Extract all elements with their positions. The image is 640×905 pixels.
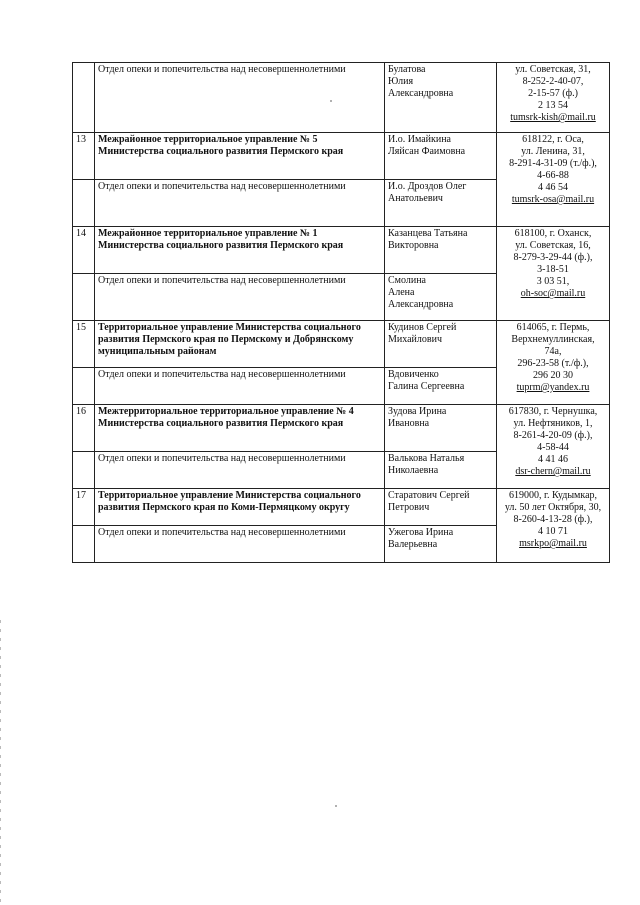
contact-line: 8-252-2-40-07, [522,76,584,87]
contact-line: ул. Ленина, 31, [521,146,585,157]
contact-line: 2 13 54 [538,100,568,111]
row-number [73,368,95,405]
row-number [73,180,95,227]
head-name-line: И.о. Дроздов Олег [388,181,467,192]
contacts-table-body [73,63,610,563]
email-link[interactable]: tuprm@yandex.ru [516,382,590,393]
scan-speck [335,805,337,807]
head-name-cell [385,274,497,321]
head-name-cell [385,489,497,526]
email-link[interactable]: tumsrk-osa@mail.ru [511,194,595,205]
email-link[interactable]: msrkpo@mail.ru [519,538,587,549]
department-name: Отдел опеки и попечительства над несовершеннолетними [95,368,385,405]
head-name-line: Ужегова Ирина [388,527,454,538]
contact-line: 3 03 51, [536,276,570,287]
row-number [73,63,95,133]
head-name-line: Михайлович [388,334,442,345]
contact-cell [497,405,610,489]
contact-line: 4 10 71 [538,526,568,537]
row-number: 14 [73,227,95,274]
department-name: Отдел опеки и попечительства над несовершеннолетними [95,274,385,321]
contact-line: ул. Советская, 31, [515,64,591,75]
email-link[interactable]: oh-soc@mail.ru [520,288,586,299]
head-name-line: Вдовиченко [388,369,439,380]
row-number: 16 [73,405,95,452]
head-name-cell [385,405,497,452]
contact-line: 4 46 54 [538,182,568,193]
department-name: Отдел опеки и попечительства над несовершеннолетними [95,63,385,133]
scan-speck [330,100,332,102]
email-link[interactable]: tumsrk-kish@mail.ru [510,112,596,123]
table-row [73,227,610,274]
head-name-line: Казанцева Татьяна [388,228,468,239]
contact-line: 8-260-4-13-28 (ф.), [513,514,593,525]
contact-line: 8-279-3-29-44 (ф.), [513,252,593,263]
contact-line: 618122, г. Оса, [522,134,584,145]
contact-line: ул. Нефтяников, 1, [513,418,593,429]
head-name-line: Смолина [388,275,426,286]
row-number [73,274,95,321]
head-name-line: Булатова [388,64,426,75]
table-row [73,321,610,368]
row-number [73,526,95,563]
contact-cell [497,321,610,405]
contact-line: ул. 50 лет Октября, 30, [504,502,602,513]
head-name-cell [385,526,497,563]
contact-cell [497,489,610,563]
contact-line: 74а, [544,346,562,357]
department-name: Отдел опеки и попечительства над несовершеннолетними [95,180,385,227]
row-number: 15 [73,321,95,368]
head-name-cell [385,321,497,368]
head-name-cell [385,63,497,133]
head-name-line: Александровна [388,299,454,310]
scan-edge-line [0,620,1,905]
department-name: Отдел опеки и попечительства над несовершеннолетними [95,452,385,489]
organization-name: Территориальное управление Министерства социального развития Пермского края по Коми-Пермяцкому округу [95,489,385,526]
head-name-line: Викторовна [388,240,439,251]
contact-cell [497,133,610,227]
contact-line: 3-18-51 [537,264,569,275]
head-name-line: И.о. Имайкина [388,134,451,145]
head-name-line: Николаевна [388,465,439,476]
head-name-line: Зудова Ирина [388,406,447,417]
head-name-cell [385,227,497,274]
contact-line: 8-261-4-20-09 (ф.), [513,430,593,441]
contact-line: 619000, г. Кудымкар, [508,490,598,501]
head-name-line: Галина Сергеевна [388,381,465,392]
head-name-line: Юлия [388,76,414,87]
contact-line: 4 41 46 [538,454,568,465]
row-number [73,452,95,489]
organization-name: Межтерриториальное территориальное управление № 4 Министерства социального развития Пермского края [95,405,385,452]
head-name-line: Ляйсан Фаимовна [388,146,466,157]
head-name-cell [385,133,497,180]
organization-name: Территориальное управление Министерства социального развития Пермского края по Пермскому и Добрянскому муниципальным районам [95,321,385,368]
contact-line: 8-291-4-31-09 (т./ф.), [509,158,597,169]
row-number: 13 [73,133,95,180]
head-name-line: Валькова Наталья [388,453,465,464]
contact-line: 2-15-57 (ф.) [528,88,578,99]
table-row [73,63,610,133]
contact-line: 296 20 30 [533,370,573,381]
head-name-line: Петрович [388,502,430,513]
head-name-line: Старатович Сергей [388,490,470,501]
table-row [73,133,610,180]
contact-line: 617830, г. Чернушка, [508,406,598,417]
contact-cell [497,227,610,321]
contact-cell [497,63,610,133]
row-number: 17 [73,489,95,526]
head-name-line: Ивановна [388,418,430,429]
head-name-line: Кудинов Сергей [388,322,457,333]
head-name-cell [385,368,497,405]
organization-name: Межрайонное территориальное управление № 1 Министерства социального развития Пермского края [95,227,385,274]
contact-line: 4-58-44 [537,442,569,453]
table-row [73,489,610,526]
organization-name: Межрайонное территориальное управление № 5 Министерства социального развития Пермского края [95,133,385,180]
head-name-cell [385,452,497,489]
contact-line: 4-66-88 [537,170,569,181]
head-name-line: Валерьевна [388,539,438,550]
head-name-cell [385,180,497,227]
email-link[interactable]: dsr-chern@mail.ru [515,466,591,477]
head-name-line: Анатольевич [388,193,443,204]
table-row [73,405,610,452]
department-name: Отдел опеки и попечительства над несовершеннолетними [95,526,385,563]
contact-line: ул. Советская, 16, [515,240,591,251]
contact-line: 614065, г. Пермь, [516,322,590,333]
contacts-table [72,62,610,563]
contact-line: 618100, г. Оханск, [514,228,592,239]
contact-line: Верхнемуллинская, [511,334,595,345]
head-name-line: Александровна [388,88,454,99]
contact-line: 296-23-58 (т./ф.), [517,358,589,369]
head-name-line: Алена [388,287,415,298]
